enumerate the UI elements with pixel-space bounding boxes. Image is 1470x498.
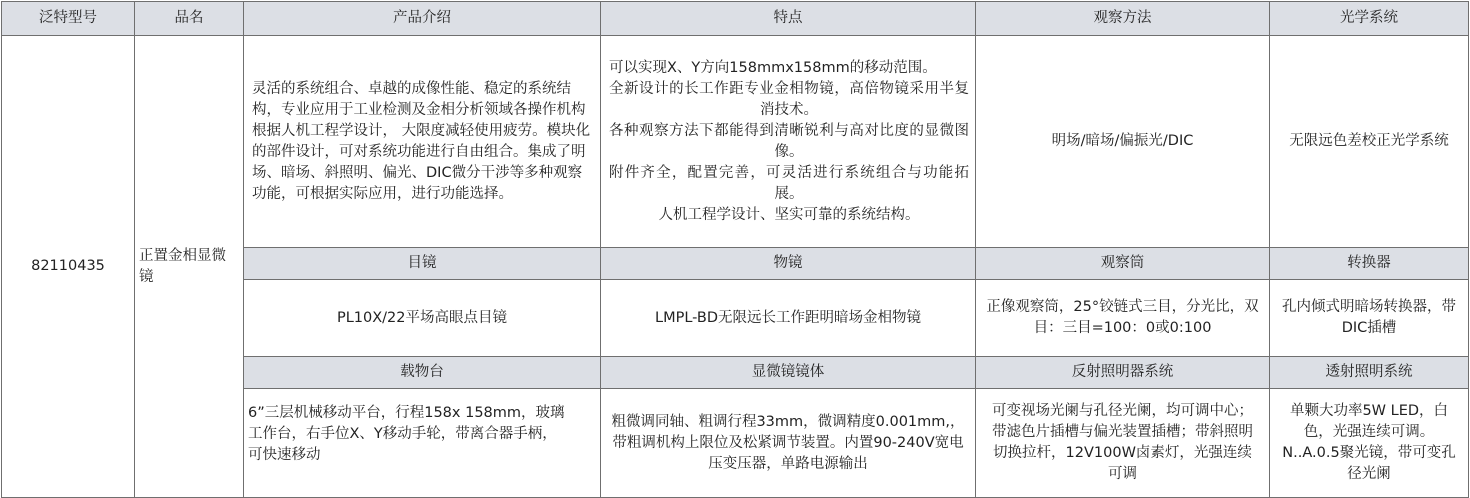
tube-cell: 正像观察筒，25°铰链式三目，分光比，双目：三目=100：0或0:100 — [976, 280, 1270, 357]
eyepiece-cell: PL10X/22平场高眼点目镜 — [244, 280, 601, 357]
intro-cell: 灵活的系统组合、卓越的成像性能、稳定的系统结构，专业应用于工业检测及金相分析领域各操作机构根据人机工程学设计， 大限度减轻使用疲劳。模块化的部件设计，可对系统功能进行自由组合。集成了明场、暗场、斜照明、偏光、DIC微分干涉等多种观察功能，可根据实际应用，进行功能选择。 — [244, 36, 601, 248]
header-optical-system: 光学系统 — [1270, 2, 1469, 36]
product-row — [2, 36, 1469, 248]
header-nosepiece: 转换器 — [1270, 248, 1469, 280]
header-name: 品名 — [135, 2, 244, 36]
body-cell: 粗微调同轴、粗调行程33mm，微调精度0.001mm,，带粗调机构上限位及松紧调节装置。内置90-240V宽电压变压器，单路电源输出 — [601, 389, 976, 498]
feature-item: 全新设计的长工作距专业金相物镜，高倍物镜采用半复消技术。 — [609, 80, 969, 118]
header-intro: 产品介绍 — [244, 2, 601, 36]
feature-item: 人机工程学设计、坚实可靠的系统结构。 — [658, 206, 920, 223]
optical-system-cell: 无限远色差校正光学系统 — [1270, 36, 1469, 248]
header-row — [2, 2, 1469, 36]
header-features: 特点 — [601, 2, 976, 36]
header-objective: 物镜 — [601, 248, 976, 280]
observation-cell: 明场/暗场/偏振光/DIC — [976, 36, 1270, 248]
header-transmitted: 透射照明系统 — [1270, 357, 1469, 389]
header-stage: 载物台 — [244, 357, 601, 389]
objective-cell: LMPL-BD无限远长工作距明暗场金相物镜 — [601, 280, 976, 357]
reflected-cell: 可变视场光阑与孔径光阑，均可调中心；带滤色片插槽与偏光装置插槽；带斜照明切换拉杆，12V100W卤素灯，光强连续可调 — [976, 389, 1270, 498]
header-eyepiece: 目镜 — [244, 248, 601, 280]
stage-cell: 6”三层机械移动平台，行程158x 158mm，玻璃工作台，右手位X、Y移动手轮，带离合器手柄，可快速移动 — [244, 389, 601, 498]
product-name-cell: 正置金相显微镜 — [135, 36, 244, 498]
features-cell — [601, 36, 976, 248]
transmitted-cell: 单颗大功率5W LED，白色，光强连续可调。N..A.0.5聚光镜，带可变孔径光阑 — [1270, 389, 1469, 498]
feature-item: 附件齐全，配置完善，可灵活进行系统组合与功能拓展。 — [609, 164, 969, 202]
feature-item: 可以实现X、Y方向158mmx158mm的移动范围。 — [609, 59, 937, 76]
spec-table — [1, 1, 1469, 498]
header-tube: 观察筒 — [976, 248, 1270, 280]
model-cell: 82110435 — [2, 36, 135, 498]
header-reflected: 反射照明器系统 — [976, 357, 1270, 389]
header-model: 泛特型号 — [2, 2, 135, 36]
header-observation: 观察方法 — [976, 2, 1270, 36]
header-body: 显微镜镜体 — [601, 357, 976, 389]
nosepiece-cell: 孔内倾式明暗场转换器，带DIC插槽 — [1270, 280, 1469, 357]
feature-item: 各种观察方法下都能得到清晰锐利与高对比度的显微图像。 — [609, 122, 969, 160]
